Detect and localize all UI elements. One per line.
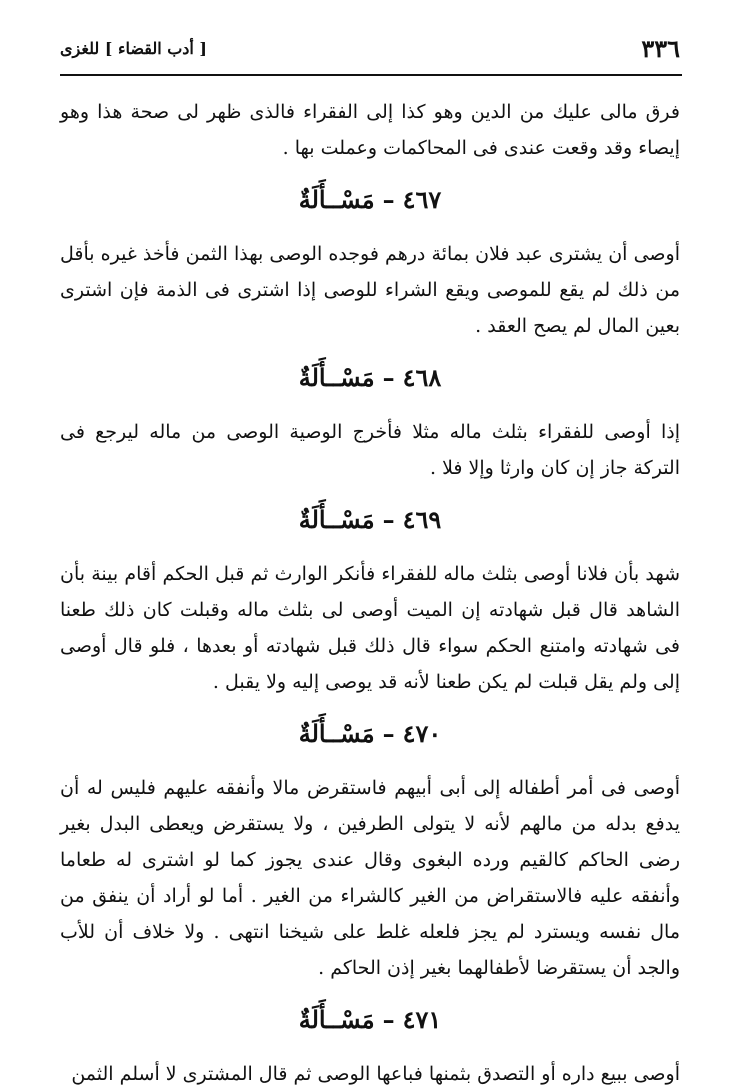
header-divider bbox=[60, 74, 682, 76]
issue-label: مَسْــأَلَةٌ bbox=[298, 185, 375, 214]
page-number: ٣٣٦ bbox=[641, 33, 680, 63]
issue-dash: – bbox=[382, 505, 395, 534]
issue-heading-467 bbox=[60, 180, 680, 220]
issue-heading-468 bbox=[60, 358, 680, 398]
issue-label: مَسْــأَلَةٌ bbox=[298, 505, 375, 534]
intro-paragraph: فرق مالى عليك من الدين وهو كذا إلى الفقراء فالذى ظهر لى صحة هذا وهو إيصاء وقد وقعت عندى فى المحاكمات وعملت بها . bbox=[60, 101, 680, 159]
issue-text-470: أوصى فى أمر أطفاله إلى أبى أبيهم فاستقرض مالا وأنفقه عليهم فليس له أن يدفع بدله من مالهم لأنه لا يتولى الطرفين ، ولا يستقرض ويعطى البدل بغير رضى الحاكم كالقيم ورده البغوى وقال عندى يجوز كما لو اشترى له طعاما وأنفقه عليه فالاستقراض من الغير كالشراء من الغير . أما لو أراد أن ينفق من مال نفسه ويسترد لم يجز فلعله غلط على شيخنا انتهى . ولا خلاف أن للأب والجد أن يستقرضا لأطفالهما بغير إذن الحاكم . bbox=[60, 777, 680, 979]
issue-label: مَسْــأَلَةٌ bbox=[298, 363, 375, 392]
issue-text-471: أوصى ببيع داره أو التصدق بثمنها فباعها الوصى ثم قال المشترى لا أسلم الثمن bbox=[71, 1063, 680, 1085]
issue-number: ٤٦٧ bbox=[402, 185, 442, 214]
issue-heading-471 bbox=[60, 1000, 680, 1040]
issue-text-468: إذا أوصى للفقراء بثلث ماله مثلا فأخرج الوصية الوصى من ماله ليرجع فى التركة جاز إن كان وارثا وإلا فلا . bbox=[60, 421, 680, 479]
issue-heading-469 bbox=[60, 500, 680, 540]
issue-number: ٤٧٠ bbox=[402, 719, 442, 748]
issue-number: ٤٧١ bbox=[402, 1005, 442, 1034]
issue-heading-470 bbox=[60, 714, 680, 754]
issue-number: ٤٦٨ bbox=[402, 363, 442, 392]
issue-text-467: أوصى أن يشترى عبد فلان بمائة درهم فوجده الوصى بهذا الثمن فأخذ غيره بأقل من ذلك لم يقع للموصى ويقع الشراء للوصى إذا اشترى فى الذمة فإن اشترى بعين المال لم يصح العقد . bbox=[60, 243, 680, 337]
issue-text-469: شهد بأن فلانا أوصى بثلث ماله للفقراء فأنكر الوارث ثم قبل الحكم أقام بينة بأن الشاهد قال قبل شهادته إن الميت أوصى لى بثلث ماله وقبلت كان ذلك طعنا فى شهادته وامتنع الحكم سواء قال ذلك قبل شهادته أو بعدها ، فلو قال أوصى إلى ولم يقل قبلت لم يكن طعنا لأنه قد يوصى إليه ولا يقبل . bbox=[60, 563, 680, 693]
issue-label: مَسْــأَلَةٌ bbox=[298, 719, 375, 748]
issue-dash: – bbox=[382, 185, 395, 214]
page-body bbox=[60, 94, 680, 1092]
issue-dash: – bbox=[382, 363, 395, 392]
issue-label: مَسْــأَلَةٌ bbox=[298, 1005, 375, 1034]
header-title: [ أدب القضاء ] للغزى bbox=[60, 38, 207, 58]
issue-number: ٤٦٩ bbox=[402, 505, 442, 534]
issue-dash: – bbox=[382, 719, 395, 748]
running-header bbox=[60, 30, 680, 66]
issue-dash: – bbox=[382, 1005, 395, 1034]
